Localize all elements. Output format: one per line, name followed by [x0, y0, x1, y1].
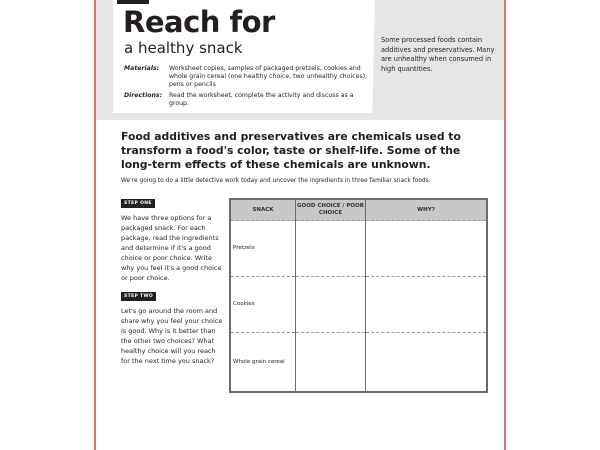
directions-value: Read the worksheet, complete the activity and discuss as a group. [169, 92, 354, 107]
step-two-text: Let's go around the room and share why you feel your choice is good. Why is it better than the other two choices? What healthy choice will you reach for the next time you snack? [121, 307, 223, 365]
why-cell[interactable] [366, 332, 488, 392]
title-card-tab [117, 0, 149, 4]
why-cell[interactable] [366, 276, 488, 332]
step-two-badge: STEP TWO [121, 292, 156, 301]
activity-meta [124, 65, 372, 111]
directions-label: Directions: [124, 92, 163, 99]
why-cell[interactable] [366, 221, 488, 277]
header-why: WHY? [366, 199, 488, 221]
snack-worksheet-table [229, 198, 488, 393]
header-choice: GOOD CHOICE / POOR CHOICE [296, 199, 366, 221]
directions-row [124, 92, 372, 108]
step-one-badge: STEP ONE [121, 199, 155, 208]
materials-value: Worksheet copies, samples of packaged pretzels, cookies and whole grain cereal (one healthy choice, two unhealthy choices), pens or pencils [169, 65, 368, 88]
materials-label: Materials: [124, 65, 160, 72]
snack-cell: Whole grain cereal [230, 332, 296, 392]
page-title: Reach for [123, 5, 275, 39]
side-note: Some processed foods contain additives and preservatives. Many are unhealthy when consumed in high quantities. [381, 36, 495, 73]
materials-row [124, 65, 372, 89]
snack-cell: Cookies [230, 276, 296, 332]
table-row [230, 276, 487, 332]
choice-cell[interactable] [296, 276, 366, 332]
table-row [230, 221, 487, 277]
step-one-text: We have three options for a packaged snack. For each package, read the ingredients and determine if it's a good choice or poor choice. Write why you feel it's a good choice or poor choice. [121, 214, 222, 282]
snack-cell: Pretzels [230, 221, 296, 277]
table-header-row [230, 199, 487, 221]
header-snack: SNACK [230, 199, 296, 221]
intro-text: We're going to do a little detective work today and uncover the ingredients in three familiar snack foods. [121, 178, 431, 184]
choice-cell[interactable] [296, 332, 366, 392]
page-subtitle: a healthy snack [124, 39, 243, 57]
lead-paragraph: Food additives and preservatives are chemicals used to transform a food's color, taste or shelf-life. Some of the long-term effects of these chemicals are unknown. [121, 130, 461, 171]
table-row [230, 332, 487, 392]
right-page-border [504, 0, 506, 450]
choice-cell[interactable] [296, 221, 366, 277]
